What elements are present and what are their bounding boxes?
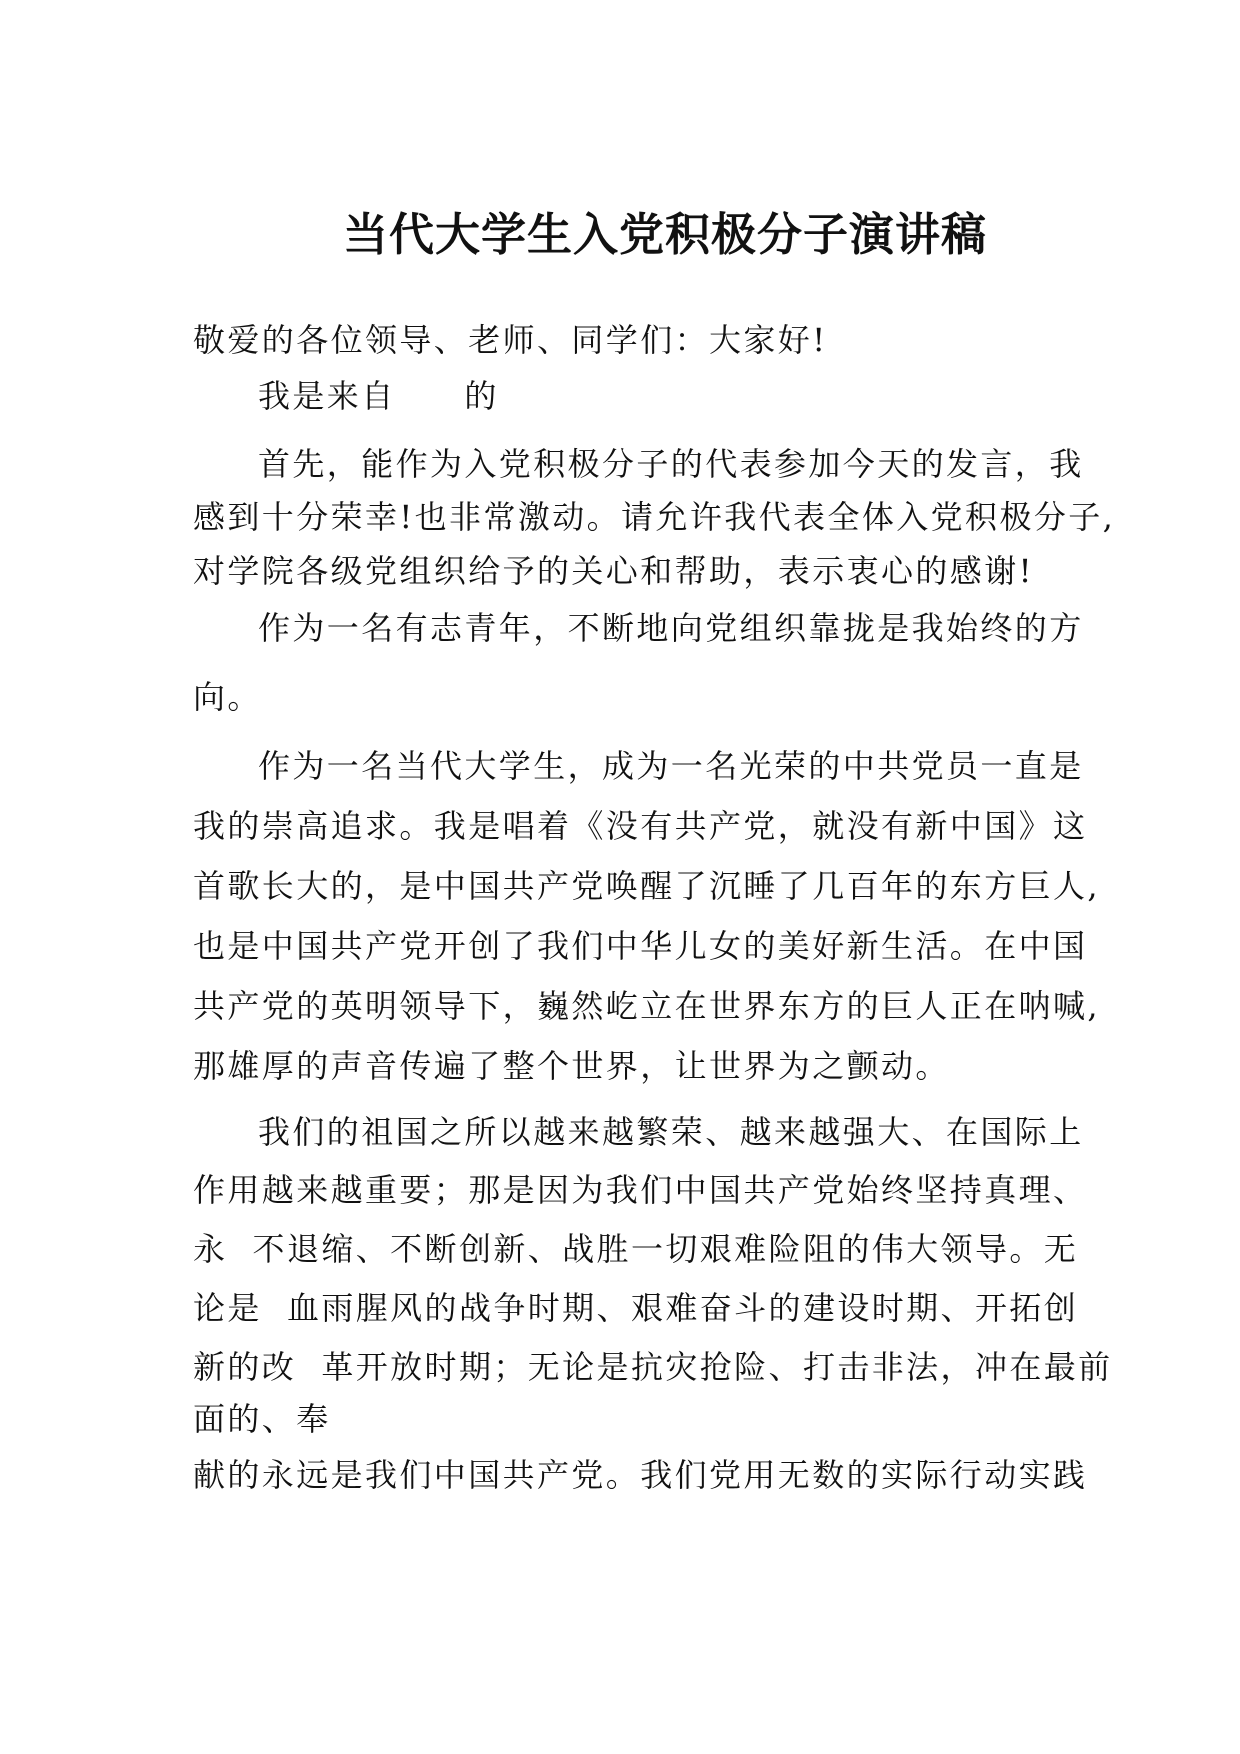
- paragraph-line: 作用越来越重要；那是因为我们中国共产党始终坚持真理、: [193, 1171, 1088, 1209]
- paragraph-line: 对学院各级党组织给予的关心和帮助，表示衷心的感谢!: [193, 552, 1034, 590]
- paragraph-line: 永 不退缩、不断创新、战胜一切艰难险阻的伟大领导。无: [193, 1230, 1079, 1268]
- paragraph-line: 面的、奉: [193, 1400, 331, 1438]
- paragraph-line: 作为一名当代大学生，成为一名光荣的中共党员一直是: [258, 747, 1084, 785]
- paragraph-line: 那雄厚的声音传遍了整个世界，让世界为之颤动。: [193, 1047, 950, 1085]
- document-title: 当代大学生入党积极分子演讲稿: [342, 208, 987, 261]
- paragraph-line: 也是中国共产党开创了我们中华儿女的美好新生活。在中国: [193, 927, 1088, 965]
- paragraph-line: 首先，能作为入党积极分子的代表参加今天的发言，我: [258, 445, 1084, 483]
- paragraph-line: 新的改 革开放时期；无论是抗灾抢险、打击非法，冲在最前: [193, 1348, 1113, 1386]
- paragraph-line: 向。: [193, 678, 262, 716]
- paragraph-line: 我的崇高追求。我是唱着《没有共产党，就没有新中国》这: [193, 807, 1088, 845]
- intro-line: 我是来自 的: [258, 377, 499, 415]
- paragraph-line: 献的永远是我们中国共产党。我们党用无数的实际行动实践: [193, 1456, 1088, 1494]
- paragraph-line: 首歌长大的，是中国共产党唤醒了沉睡了几百年的东方巨人,: [193, 867, 1100, 905]
- paragraph-line: 共产党的英明领导下，巍然屹立在世界东方的巨人正在呐喊,: [193, 987, 1100, 1025]
- greeting-line: 敬爱的各位领导、老师、同学们：大家好!: [193, 321, 828, 359]
- paragraph-line: 我们的祖国之所以越来越繁荣、越来越强大、在国际上: [258, 1113, 1084, 1151]
- paragraph-line: 作为一名有志青年，不断地向党组织靠拢是我始终的方: [258, 609, 1084, 647]
- paragraph-line: 感到十分荣幸!也非常激动。请允许我代表全体入党积极分子,: [193, 498, 1116, 536]
- paragraph-line: 论是 血雨腥风的战争时期、艰难奋斗的建设时期、开拓创: [193, 1289, 1079, 1327]
